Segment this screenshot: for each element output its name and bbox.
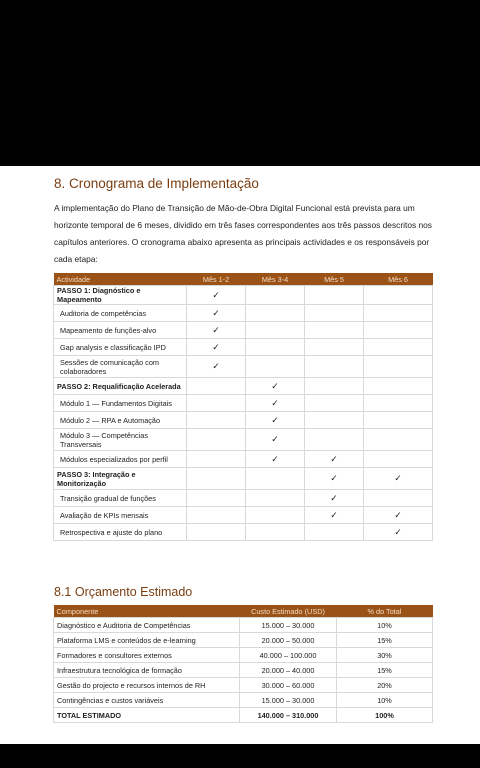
- budget-cost: 20.000 – 40.000: [240, 663, 337, 678]
- activity-label: Módulo 3 — Competências Transversais: [54, 429, 187, 451]
- budget-pct: 100%: [337, 708, 433, 723]
- schedule-mark-cell: [246, 356, 305, 378]
- phase-label: PASSO 1: Diagnóstico e Mapeamento: [54, 286, 187, 305]
- activity-label: Avaliação de KPIs mensais: [54, 507, 187, 524]
- schedule-mark-cell: [246, 305, 305, 322]
- schedule-header-activity: Actividade: [54, 273, 187, 286]
- budget-row: [54, 678, 433, 693]
- schedule-mark-cell: ✓: [187, 356, 246, 378]
- document-page: [0, 166, 480, 744]
- budget-pct: 30%: [337, 648, 433, 663]
- budget-header-pct: % do Total: [337, 605, 433, 618]
- phase-row: [54, 378, 433, 395]
- section-title: 8. Cronograma de Implementação: [54, 176, 259, 191]
- schedule-mark-cell: ✓: [187, 286, 246, 305]
- schedule-mark-cell: [305, 286, 364, 305]
- budget-row: [54, 663, 433, 678]
- schedule-mark-cell: [246, 322, 305, 339]
- budget-cost: 30.000 – 60.000: [240, 678, 337, 693]
- schedule-mark-cell: ✓: [364, 468, 433, 490]
- schedule-mark-cell: [364, 356, 433, 378]
- schedule-header-month-1-2: Mês 1-2: [187, 273, 246, 286]
- schedule-mark-cell: [246, 286, 305, 305]
- activity-row: [54, 305, 433, 322]
- schedule-mark-cell: [364, 286, 433, 305]
- schedule-mark-cell: [246, 468, 305, 490]
- budget-pct: 10%: [337, 618, 433, 633]
- schedule-mark-cell: [246, 524, 305, 541]
- budget-header-cost: Custo Estimado (USD): [240, 605, 337, 618]
- schedule-mark-cell: [364, 412, 433, 429]
- schedule-mark-cell: [305, 412, 364, 429]
- schedule-mark-cell: [364, 378, 433, 395]
- schedule-mark-cell: ✓: [305, 507, 364, 524]
- activity-label: Transição gradual de funções: [54, 490, 187, 507]
- budget-row: [54, 633, 433, 648]
- activity-label: Sessões de comunicação com colaboradores: [54, 356, 187, 378]
- schedule-mark-cell: [364, 322, 433, 339]
- activity-row: [54, 429, 433, 451]
- schedule-mark-cell: ✓: [246, 429, 305, 451]
- schedule-mark-cell: ✓: [187, 305, 246, 322]
- activity-row: [54, 524, 433, 541]
- budget-table: [53, 605, 433, 723]
- schedule-mark-cell: [246, 339, 305, 356]
- activity-label: Mapeamento de funções-alvo: [54, 322, 187, 339]
- schedule-mark-cell: ✓: [305, 468, 364, 490]
- phase-label: PASSO 3: Integração e Monitorização: [54, 468, 187, 490]
- schedule-mark-cell: [187, 395, 246, 412]
- budget-cost: 15.000 – 30.000: [240, 618, 337, 633]
- phase-label: PASSO 2: Requalificação Acelerada: [54, 378, 187, 395]
- schedule-mark-cell: [364, 395, 433, 412]
- budget-row: [54, 618, 433, 633]
- activity-row: [54, 356, 433, 378]
- schedule-mark-cell: [305, 378, 364, 395]
- budget-cost: 15.000 – 30.000: [240, 693, 337, 708]
- budget-cost: 40.000 – 100.000: [240, 648, 337, 663]
- schedule-mark-cell: [364, 339, 433, 356]
- activity-row: [54, 507, 433, 524]
- schedule-mark-cell: [305, 395, 364, 412]
- schedule-mark-cell: ✓: [187, 322, 246, 339]
- budget-row: [54, 648, 433, 663]
- schedule-mark-cell: [364, 490, 433, 507]
- budget-total-row: [54, 708, 433, 723]
- budget-cost: 140.000 – 310.000: [240, 708, 337, 723]
- schedule-mark-cell: [305, 322, 364, 339]
- activity-row: [54, 395, 433, 412]
- schedule-mark-cell: [187, 378, 246, 395]
- schedule-mark-cell: ✓: [364, 507, 433, 524]
- schedule-mark-cell: [187, 429, 246, 451]
- schedule-table: [53, 273, 433, 541]
- budget-component: Diagnóstico e Auditoria de Competências: [54, 618, 240, 633]
- schedule-mark-cell: ✓: [305, 451, 364, 468]
- activity-label: Retrospectiva e ajuste do plano: [54, 524, 187, 541]
- budget-component: Contingências e custos variáveis: [54, 693, 240, 708]
- schedule-mark-cell: [305, 356, 364, 378]
- schedule-mark-cell: ✓: [246, 412, 305, 429]
- budget-component: TOTAL ESTIMADO: [54, 708, 240, 723]
- activity-row: [54, 322, 433, 339]
- schedule-mark-cell: [364, 305, 433, 322]
- schedule-mark-cell: [187, 412, 246, 429]
- schedule-mark-cell: ✓: [246, 378, 305, 395]
- budget-cost: 20.000 – 50.000: [240, 633, 337, 648]
- budget-component: Formadores e consultores externos: [54, 648, 240, 663]
- budget-component: Infraestrutura tecnológica de formação: [54, 663, 240, 678]
- activity-label: Auditoria de competências: [54, 305, 187, 322]
- phase-row: [54, 286, 433, 305]
- schedule-mark-cell: [364, 429, 433, 451]
- schedule-mark-cell: [364, 451, 433, 468]
- intro-paragraph: A implementação do Plano de Transição de Mão-de-Obra Digital Funcional está prevista para um horizonte temporal de 6 meses, dividido em três fases correspondentes aos três passos descritos nos capítulos anteriores. O cronograma abaixo apresenta as principais actividades e os responsáveis por cada etapa:: [54, 203, 432, 264]
- activity-row: [54, 490, 433, 507]
- budget-pct: 20%: [337, 678, 433, 693]
- budget-pct: 15%: [337, 663, 433, 678]
- activity-row: [54, 451, 433, 468]
- schedule-mark-cell: [305, 524, 364, 541]
- activity-label: Módulo 2 — RPA e Automação: [54, 412, 187, 429]
- budget-title: 8.1 Orçamento Estimado: [54, 585, 193, 599]
- budget-pct: 10%: [337, 693, 433, 708]
- budget-pct: 15%: [337, 633, 433, 648]
- schedule-header-month-3-4: Mês 3-4: [246, 273, 305, 286]
- phase-row: [54, 468, 433, 490]
- schedule-mark-cell: ✓: [187, 339, 246, 356]
- budget-component: Plataforma LMS e conteúdos de e-learning: [54, 633, 240, 648]
- activity-label: Gap analysis e classificação IPD: [54, 339, 187, 356]
- activity-row: [54, 412, 433, 429]
- schedule-mark-cell: [246, 490, 305, 507]
- schedule-mark-cell: [305, 305, 364, 322]
- activity-label: Módulos especializados por perfil: [54, 451, 187, 468]
- schedule-mark-cell: ✓: [364, 524, 433, 541]
- schedule-mark-cell: [305, 339, 364, 356]
- activity-label: Módulo 1 — Fundamentos Digitais: [54, 395, 187, 412]
- schedule-mark-cell: [246, 507, 305, 524]
- budget-header-component: Componente: [54, 605, 240, 618]
- schedule-mark-cell: [187, 490, 246, 507]
- schedule-mark-cell: ✓: [246, 451, 305, 468]
- schedule-mark-cell: ✓: [305, 490, 364, 507]
- schedule-mark-cell: [187, 451, 246, 468]
- schedule-header-month-5: Mês 5: [305, 273, 364, 286]
- schedule-mark-cell: [187, 468, 246, 490]
- budget-row: [54, 693, 433, 708]
- budget-component: Gestão do projecto e recursos internos de RH: [54, 678, 240, 693]
- schedule-mark-cell: [187, 507, 246, 524]
- activity-row: [54, 339, 433, 356]
- schedule-header-month-6: Mês 6: [364, 273, 433, 286]
- schedule-mark-cell: ✓: [246, 395, 305, 412]
- schedule-mark-cell: [187, 524, 246, 541]
- schedule-mark-cell: [305, 429, 364, 451]
